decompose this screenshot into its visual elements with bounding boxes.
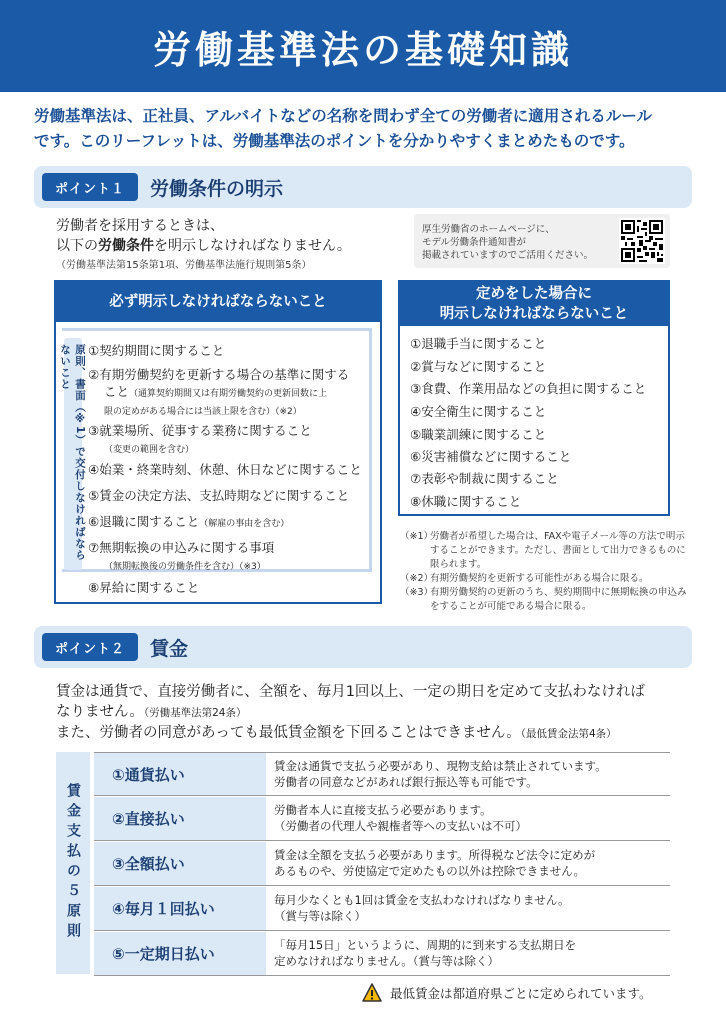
wage-row-4: ④毎月１回払い 毎月少なくとも1回は賃金を支払わなければなりません。 （賞与等は除く） xyxy=(94,887,670,931)
qr-info-box xyxy=(414,214,670,268)
point2-header xyxy=(34,626,692,668)
conditional-item-4: ④安全衛生に関すること xyxy=(410,404,547,419)
wage-row-5: ⑤一定期日払い 「毎月15日」というように、周期的に到来する支払期日を 定めなければなりません。（賞与等は除く） xyxy=(94,932,670,976)
conditional-items-title: 定めをした場合に 明示しなければならないこと xyxy=(400,282,668,326)
required-item-4: ④始業・終業時刻、休憩、休日などに関すること xyxy=(88,462,362,477)
point2-title: 賃金 xyxy=(150,637,189,660)
qr-text: 厚生労働省のホームページに、 モデル労働条件通知書が 掲載されていますのでご活用ください。 xyxy=(422,224,594,261)
wage-principles-label: 賃金支払の５原則 xyxy=(56,752,90,974)
point1-law: （労働基準法第15条第1項、労働基準法施行規則第5条） xyxy=(56,260,312,271)
required-item-2: ②有期労働契約を更新する場合の基準に関する こと（通算契約期間又は有期労働契約の更新回数に上 限の定めがある場合には当該上限を含む）（※2） xyxy=(88,367,350,417)
written-delivery-note: 原則、書面（※1）で交付しなければならないこと xyxy=(64,338,82,570)
point1-title: 労働条件の明示 xyxy=(150,177,284,200)
footnote-2: （※2） 有期労働契約を更新する可能性がある場合に限る。 xyxy=(400,573,649,584)
conditional-item-7: ⑦表彰や制裁に関すること xyxy=(410,471,559,486)
required-item-8: ⑧昇給に関すること xyxy=(88,580,200,595)
point1-lead: 労働者を採用するときは、 以下の労働条件を明示しなければなりません。 （労働基準法第15条第1項、労働基準法施行規則第5条） xyxy=(56,216,351,276)
point1-badge: ポイント１ xyxy=(42,173,138,201)
intro-text: 労働基準法は、正社員、アルバイトなどの名称を問わず全ての労働者に適用されるルール です。このリーフレットは、労働基準法のポイントを分かりやすくまとめたものです。 xyxy=(34,107,652,150)
required-item-7: ⑦無期転換の申込みに関する事項 （無期転換後の労働条件を含む）（※3） xyxy=(88,540,275,572)
wage-row-1: ①通貨払い 賃金は通貨で支払う必要があり、現物支給は禁止されています。 労働者の同意などがあれば銀行振込等も可能です。 xyxy=(94,752,670,796)
footnote-1: （※1） 労働者が希望した場合は、FAXや電子メール等の方法で明示することができます。ただし、書面として出力できるものに限られます。 xyxy=(400,531,686,570)
required-items-title: 必ず明示しなければならないこと xyxy=(56,282,380,322)
footnotes xyxy=(400,530,692,614)
conditional-item-2: ②賞与などに関すること xyxy=(410,359,547,374)
conditional-item-3: ③食費、作業用品などの負担に関すること xyxy=(410,381,647,396)
required-item-3: ③就業場所、従事する業務に関すること （変更の範囲を含む） xyxy=(88,423,312,455)
wage-row-3: ③全額払い 賃金は全額を支払う必要があります。所得税など法令に定めが あるものや、労使協定で定めたもの以外は控除できません。 xyxy=(94,842,670,886)
warning-icon xyxy=(362,983,382,1003)
required-item-6: ⑥退職に関すること（解雇の事由を含む） xyxy=(88,514,290,529)
conditional-item-5: ⑤職業訓練に関すること xyxy=(410,427,547,442)
footnote-3: （※3） 有期労働契約の更新のうち、契約期間中に無期転換の申込みをすることが可能である場合に限る。 xyxy=(400,587,687,612)
minimum-wage-note: 最低賃金は都道府県ごとに定められています。 xyxy=(362,982,652,1004)
page-title: 労働基準法の基礎知識 xyxy=(152,27,573,72)
conditional-item-8: ⑧休職に関すること xyxy=(410,494,522,509)
wage-row-2: ②直接払い 労働者本人に直接支払う必要があります。 （労働者の代理人や親権者等への支払いは不可） xyxy=(94,797,670,841)
title-bar xyxy=(0,0,726,92)
qr-code-icon[interactable] xyxy=(619,218,665,264)
conditional-item-1: ①退職手当に関すること xyxy=(410,336,547,351)
required-item-5: ⑤賃金の決定方法、支払時期などに関すること xyxy=(88,488,350,503)
conditional-item-6: ⑥災害補償などに関すること xyxy=(410,449,572,464)
point1-header xyxy=(34,166,692,208)
required-item-1: ①契約期間に関すること xyxy=(88,343,225,358)
point2-badge: ポイント２ xyxy=(42,633,138,661)
point2-text: 賃金は通貨で、直接労働者に、全額を、毎月1回以上、一定の期日を定めて支払わなければ なりません。（労働基準法第24条） また、労働者の同意があっても最低賃金額を下回ることはできません。（最低賃金法第4条） xyxy=(56,684,645,741)
